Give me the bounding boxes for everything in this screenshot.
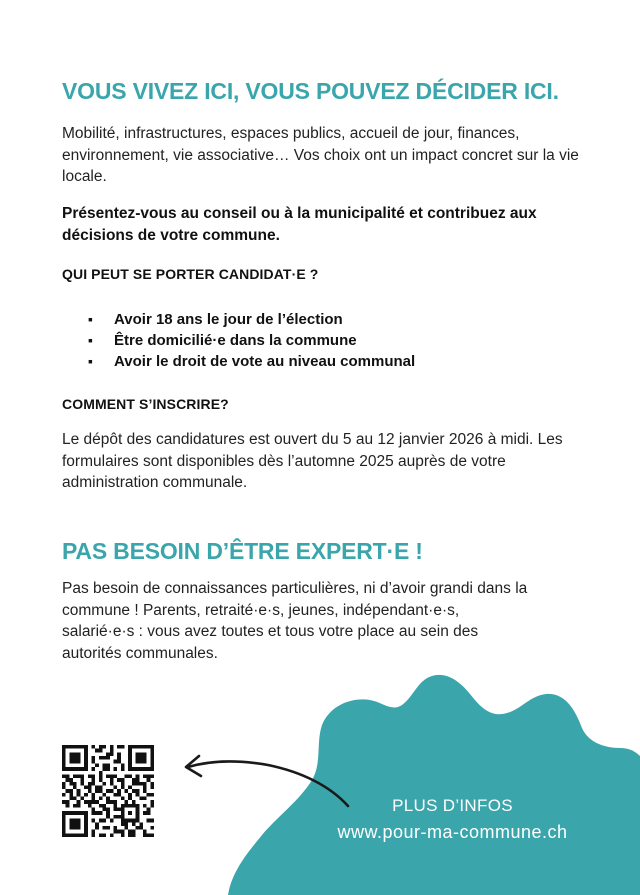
no-expert-paragraph: Pas besoin de connaissances particulières, ni d’avoir grandi dans la commune ! Parents, retraité·e·s, jeunes, indépendant·e·s, salarié·e·s : vous avez toutes et tous votre place au sein des autorités communales.	[62, 580, 528, 662]
bullet-icon: ▪	[88, 332, 93, 348]
registration-paragraph: Le dépôt des candidatures est ouvert du 5 au 12 janvier 2026 à midi. Les formulaires sont disponibles dès l’automne 2025 auprès de votre administration communale.	[62, 431, 563, 491]
eligibility-heading: QUI PEUT SE PORTER CANDIDAT·E ?	[62, 266, 319, 282]
page-title: VOUS VIVEZ ICI, VOUS POUVEZ DÉCIDER ICI.	[62, 78, 559, 104]
more-info-block	[325, 795, 580, 845]
eligibility-item-label: Être domicilié·e dans la commune	[114, 332, 357, 349]
bullet-icon: ▪	[88, 311, 93, 327]
eligibility-item-label: Avoir 18 ans le jour de l’élection	[114, 311, 343, 328]
registration-heading: COMMENT S’INSCRIRE?	[62, 396, 229, 412]
website-link[interactable]: www.pour-ma-commune.ch	[337, 822, 568, 842]
more-info-label: PLUS D’INFOS	[392, 796, 513, 815]
bullet-icon: ▪	[88, 353, 93, 369]
call-to-action-paragraph: Présentez-vous au conseil ou à la municipalité et contribuez aux décisions de votre commune.	[62, 205, 537, 244]
no-expert-title: PAS BESOIN D’ÊTRE EXPERT·E !	[62, 538, 423, 564]
intro-paragraph: Mobilité, infrastructures, espaces publics, accueil de jour, finances, environnement, vie associative… Vos choix ont un impact concret sur la vie locale.	[62, 125, 579, 185]
eligibility-item-label: Avoir le droit de vote au niveau communal	[114, 353, 416, 370]
